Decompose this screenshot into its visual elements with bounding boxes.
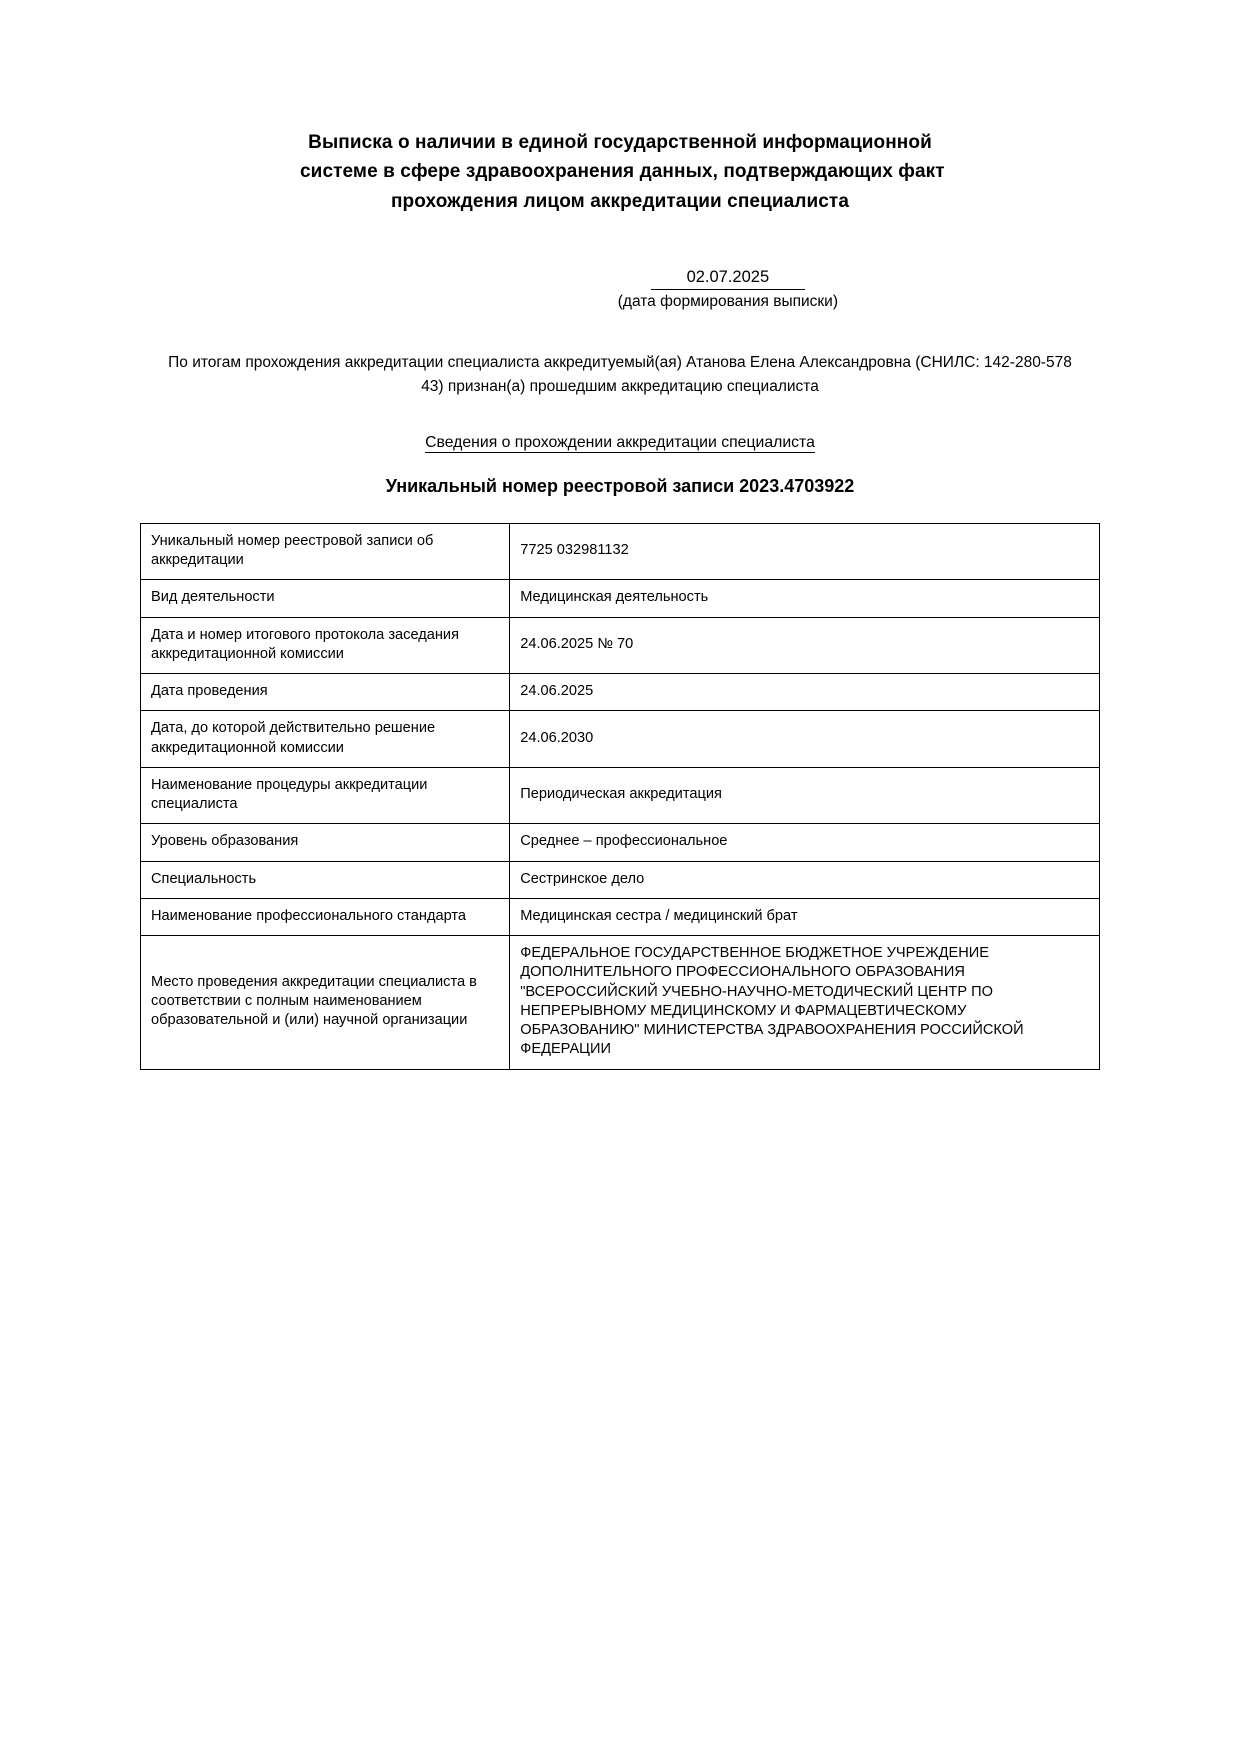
- row-value: Медицинская деятельность: [510, 580, 1100, 617]
- issue-date-value: 02.07.2025: [651, 268, 806, 290]
- section-heading-text: Сведения о прохождении аккредитации специалиста: [425, 433, 815, 451]
- page-title-line-2: системе в сфере здравоохранения данных, подтверждающих факт: [300, 161, 945, 183]
- row-value: 24.06.2025: [510, 674, 1100, 711]
- row-label: Дата проведения: [141, 674, 510, 711]
- issue-date-caption: (дата формирования выписки): [617, 293, 838, 311]
- table-row: [141, 617, 1100, 674]
- row-value: ФЕДЕРАЛЬНОЕ ГОСУДАРСТВЕННОЕ БЮДЖЕТНОЕ УЧРЕЖДЕНИЕ ДОПОЛНИТЕЛЬНОГО ПРОФЕССИОНАЛЬНОГО ОБРАЗОВАНИЯ "ВСЕРОССИЙСКИЙ УЧЕБНО-НАУЧНО-МЕТОДИЧЕСКИЙ ЦЕНТР ПО НЕПРЕРЫВНОМУ МЕДИЦИНСКОМУ И ФАРМАЦЕВТИЧЕСКОМУ ОБРАЗОВАНИЮ" МИНИСТЕРСТВА ЗДРАВООХРАНЕНИЯ РОССИЙСКОЙ ФЕДЕРАЦИИ: [510, 936, 1100, 1070]
- row-value: Сестринское дело: [510, 861, 1100, 898]
- page-title-line-3: прохождения лицом аккредитации специалиста: [390, 190, 850, 212]
- issue-date-block: [140, 268, 1100, 311]
- row-label: Уникальный номер реестровой записи об аккредитации: [141, 523, 510, 580]
- page-title: [300, 128, 945, 216]
- row-label: Дата, до которой действительно решение аккредитационной комиссии: [141, 711, 510, 768]
- table-row: [141, 523, 1100, 580]
- row-value: 24.06.2025 № 70: [510, 617, 1100, 674]
- row-label: Вид деятельности: [141, 580, 510, 617]
- table-row: [141, 898, 1100, 935]
- row-label: Уровень образования: [141, 824, 510, 861]
- page-title-line-1: Выписка о наличии в единой государственной информационной: [308, 132, 932, 153]
- table-row: [141, 936, 1100, 1070]
- accreditation-details-table: [140, 523, 1100, 1070]
- row-label: Наименование процедуры аккредитации специалиста: [141, 767, 510, 824]
- table-row: [141, 861, 1100, 898]
- row-label: Специальность: [141, 861, 510, 898]
- table-row: [141, 824, 1100, 861]
- row-label: Наименование профессионального стандарта: [141, 898, 510, 935]
- intro-paragraph: По итогам прохождения аккредитации специалиста аккредитуемый(ая) Атанова Елена Александровна (СНИЛС: 142-280-578 43) признан(а) прошедшим аккредитацию специалиста: [168, 354, 1072, 395]
- section-heading: [140, 434, 1100, 452]
- row-label: Место проведения аккредитации специалиста в соответствии с полным наименованием образовательной и (или) научной организации: [141, 936, 510, 1070]
- row-value: Среднее – профессиональное: [510, 824, 1100, 861]
- table-row: [141, 674, 1100, 711]
- table-row: [141, 580, 1100, 617]
- row-value: 7725 032981132: [510, 523, 1100, 580]
- table-row: [141, 711, 1100, 768]
- record-number: Уникальный номер реестровой записи 2023.4703922: [385, 475, 855, 496]
- table-row: [141, 767, 1100, 824]
- row-value: Периодическая аккредитация: [510, 767, 1100, 824]
- row-label: Дата и номер итогового протокола заседания аккредитационной комиссии: [141, 617, 510, 674]
- row-value: 24.06.2030: [510, 711, 1100, 768]
- row-value: Медицинская сестра / медицинский брат: [510, 898, 1100, 935]
